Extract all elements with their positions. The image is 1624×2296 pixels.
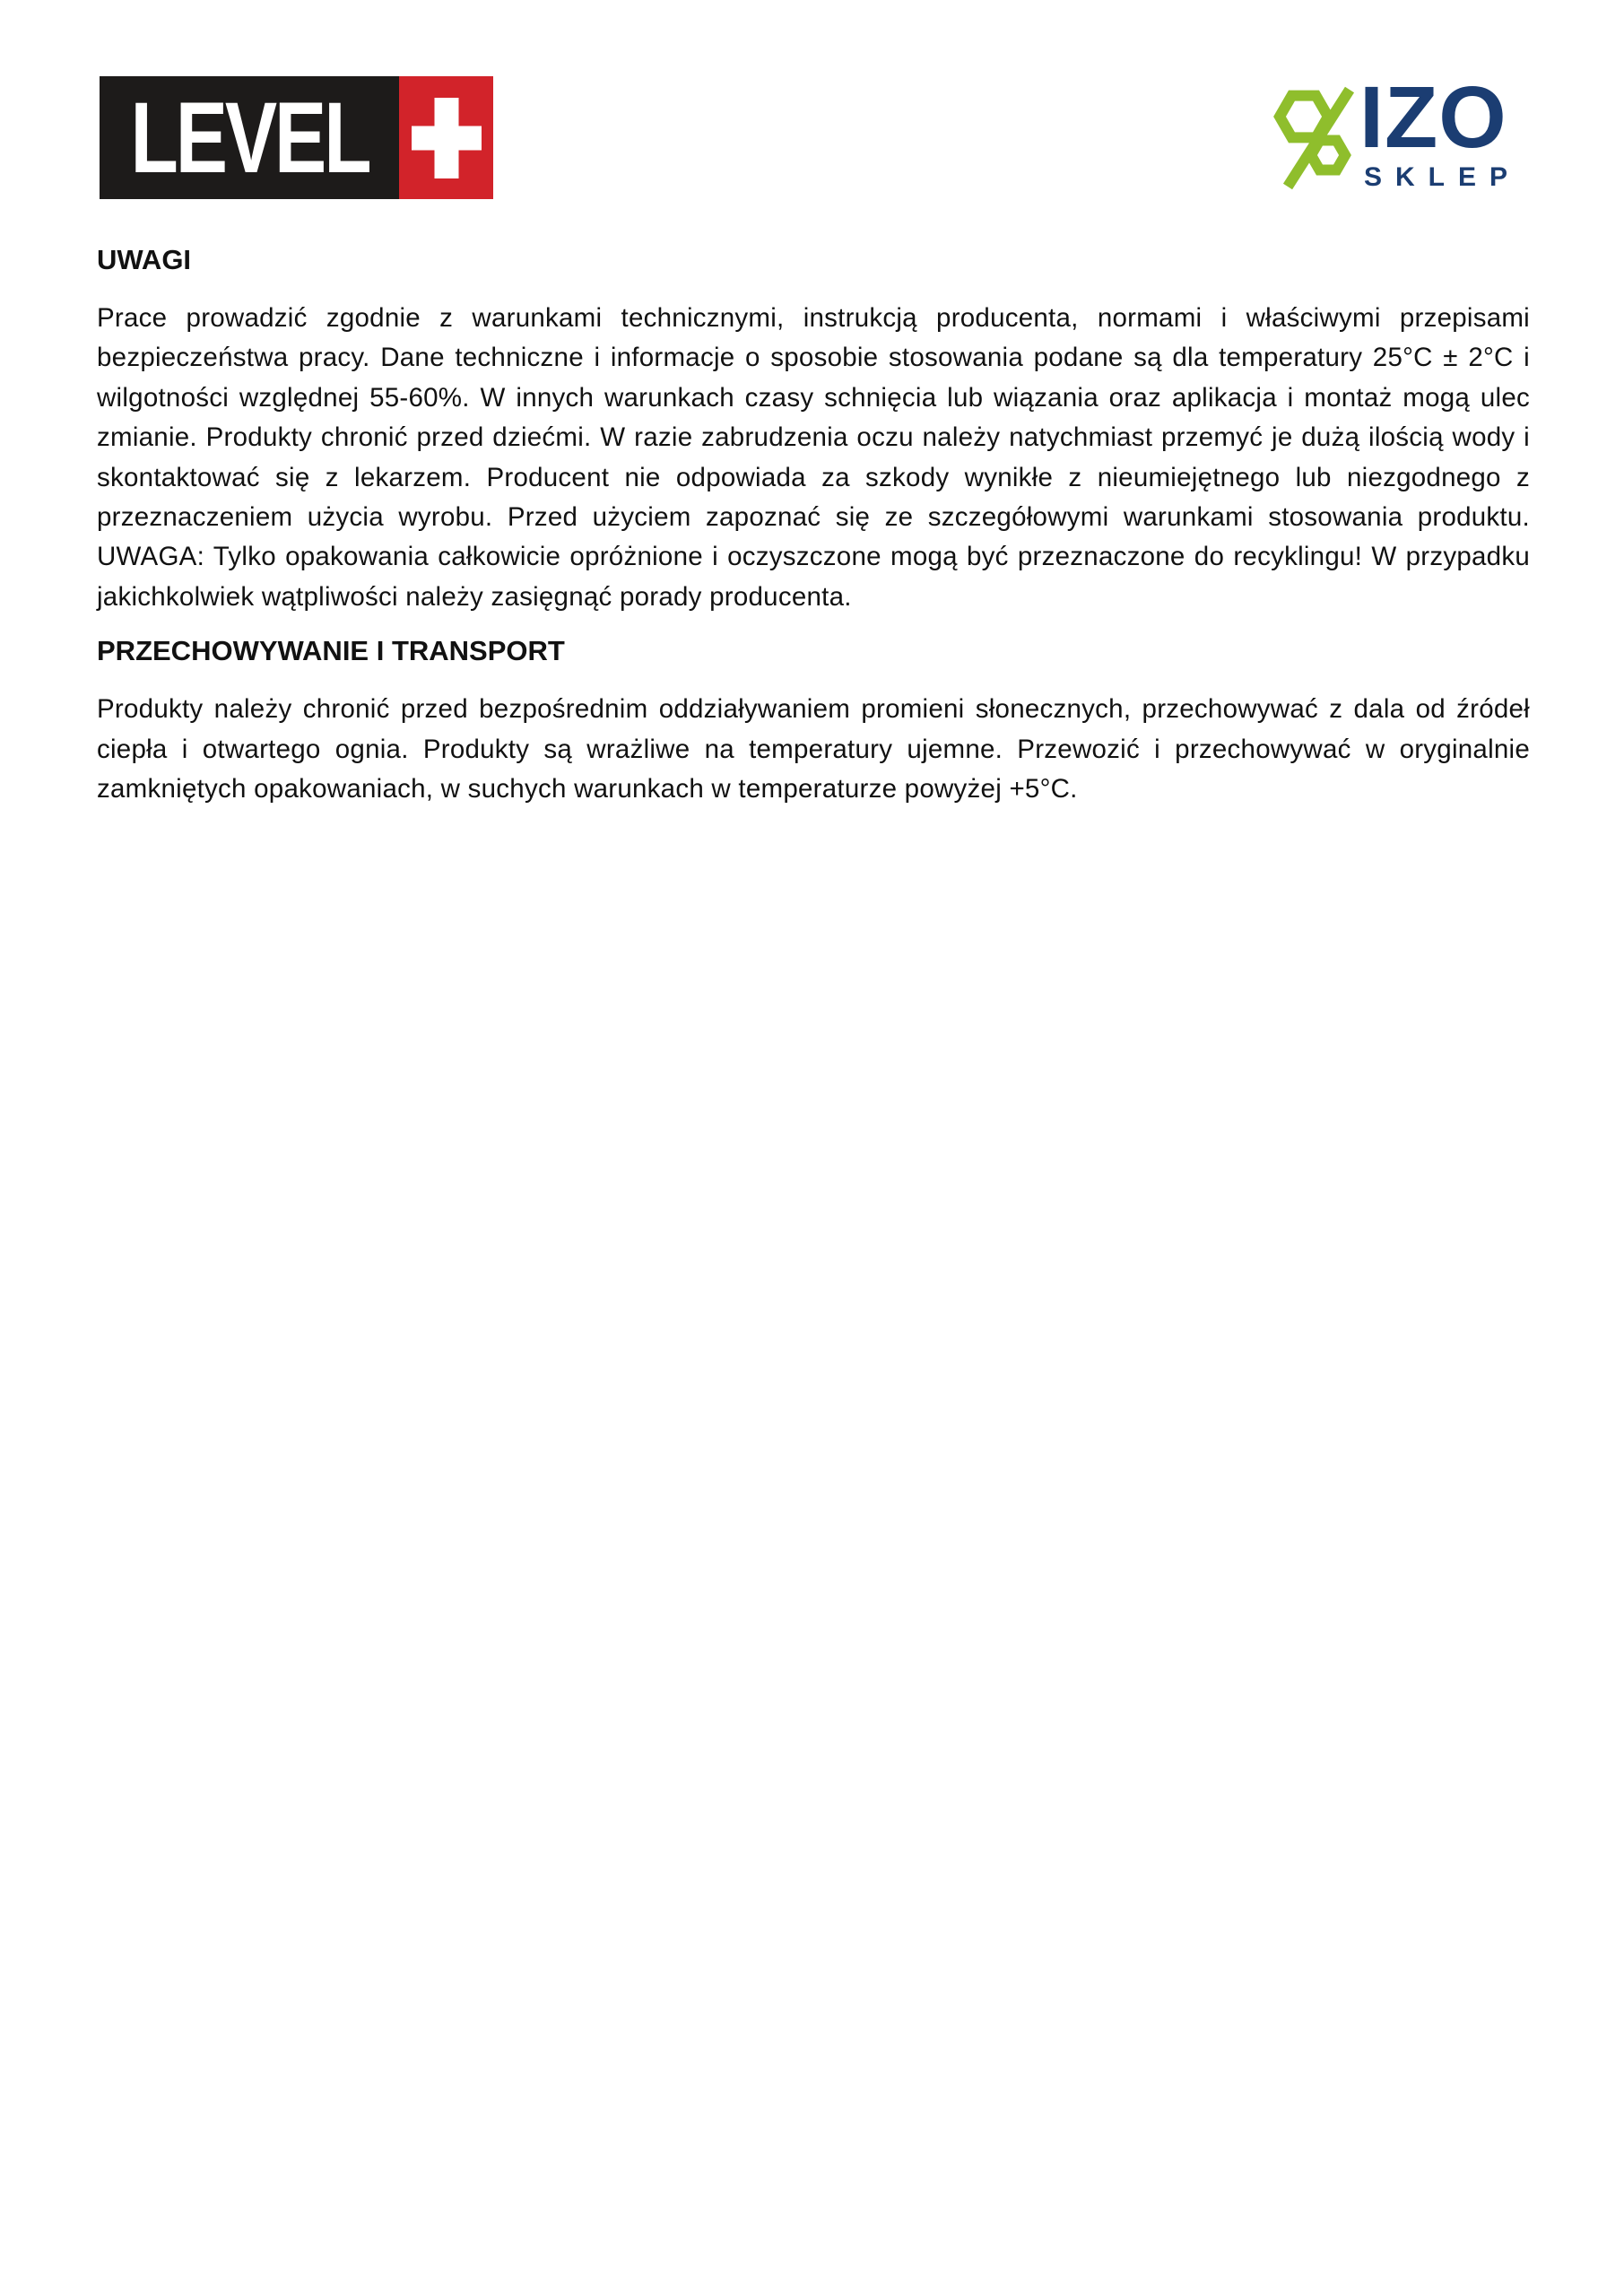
section-body-uwagi: Prace prowadzić zgodnie z warunkami technicznymi, instrukcją producenta, normami i właściwymi przepisami bezpieczeństwa pracy. Dane techniczne i informacje o sposobie stosowania podane są dla temperatury 25°C ± 2°C i wilgotności względnej 55-60%. W innych warunkach czasy schnięcia lub wiązania oraz aplikacja i montaż mogą ulec zmianie. Produkty chronić przed dziećmi. W razie zabrudzenia oczu należy natychmiast przemyć je dużą ilością wody i skontaktować się z lekarzem. Producent nie odpowiada za szkody wynikłe z nieumiejętnego lub niezgodnego z przeznaczeniem użycia wyrobu. Przed użyciem zapoznać się ze szczegółowymi warunkami stosowania produktu. UWAGA: Tylko opakowania całkowicie opróżnione i oczyszczone mogą być przeznaczone do recyklingu! W przypadku jakichkolwiek wątpliwości należy zasięgnąć porady producenta.: [97, 303, 1530, 612]
level-logo-black-box: [100, 76, 399, 199]
izo-logo-text: IZO: [1359, 68, 1507, 166]
document-content: [97, 244, 1530, 827]
section-przechowywanie-i-transport: [97, 635, 1530, 809]
plus-icon-horizontal-bar: [412, 126, 482, 150]
level-logo-text: LEVEL: [130, 81, 369, 194]
section-heading-przechowywanie: PRZECHOWYWANIE I TRANSPORT: [97, 635, 565, 667]
section-heading-uwagi: UWAGI: [97, 244, 192, 275]
section-uwagi: [97, 244, 1530, 617]
izo-logo-text-block: [1359, 68, 1522, 192]
izo-logo-subtitle: SKLEP: [1364, 162, 1522, 192]
izo-sklep-logo: [1274, 68, 1522, 192]
level-plus-logo: [100, 76, 493, 199]
plus-icon: [399, 76, 493, 199]
hexagon-percent-icon: [1274, 85, 1357, 191]
section-body-przechowywanie: Produkty należy chronić przed bezpośrednim oddziaływaniem promieni słonecznych, przechowywać z dala od źródeł ciepła i otwartego ognia. Produkty są wrażliwe na temperatury ujemne. Przewozić i przechowywać w oryginalnie zamkniętych opakowaniach, w suchych warunkach w temperaturze powyżej +5°C.: [97, 694, 1530, 804]
